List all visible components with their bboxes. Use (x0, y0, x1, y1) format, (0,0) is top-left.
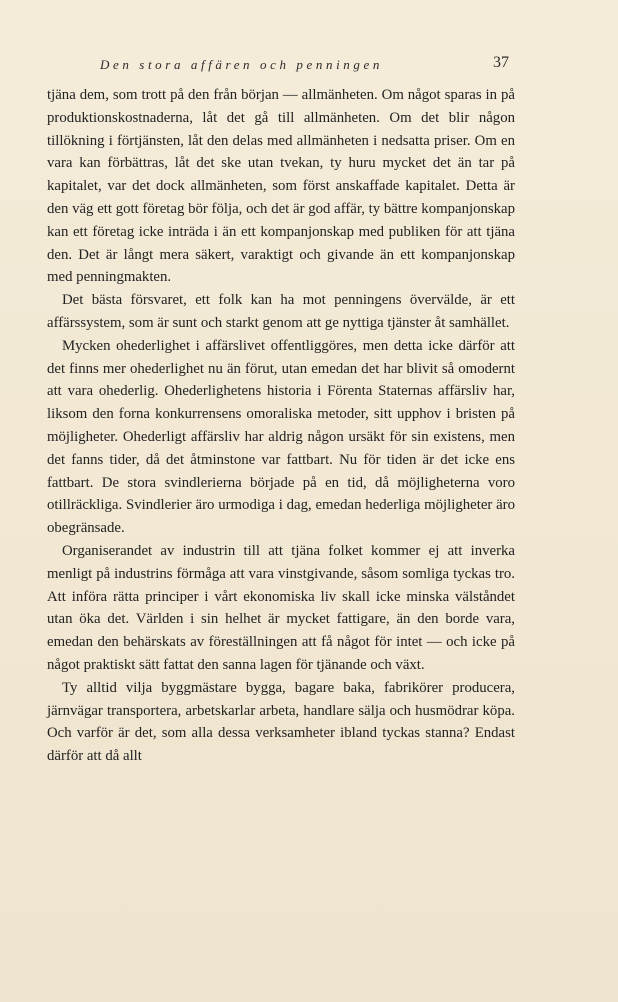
paragraph: Ty alltid vilja byggmästare bygga, bagare baka, fabrikörer producera, järnvägar transportera, arbetskarlar arbeta, handlare sälja och husmödrar köpa. Och varför är det, som alla dessa verksamheter ibland tyckas stanna? Endast därför att då allt (47, 679, 515, 765)
paragraph: tjäna dem, som trott på den från början — allmänheten. Om något sparas in på produktionskostnaderna, låt det gå till allmänheten. Om det blir någon tillökning i förtjänsten, låt den delas med allmänheten i nedsatta priser. Om en vara kan förbättras, låt det ske utan tvekan, ty huru mycket det än tar på kapitalet, var det dock allmänheten, som först anskaffade kapitalet. Detta är den väg ett gott företag bör följa, och det är god affär, ty bättre kompanjonskap kan ett företag icke inträda i än ett kompanjonskap med publiken för att tjäna den. Det är långt mera säkert, varaktigt och givande än ett kompanjonskap med penningmakten. (47, 87, 515, 286)
paragraph: Det bästa försvaret, ett folk kan ha mot penningens övervälde, är ett affärssystem, som är sunt och starkt genom att ge nyttiga tjänster åt samhället. (47, 292, 515, 331)
paragraph: Organiserandet av industrin till att tjäna folket kommer ej att inverka menligt på industrins förmåga att vara vinstgivande, såsom somliga tyckas tro. Att införa rätta principer i vårt ekonomiska liv skall icke minska välståndet utan öka det. Världen i sin helhet är mycket fattigare, än den borde vara, emedan den behärskats av föreställningen att få något för intet — och icke på något praktiskt sätt fattat den sanna lagen för tjänande och växt. (47, 542, 515, 673)
page-number: 37 (493, 54, 509, 71)
body-text (47, 84, 515, 768)
paragraph: Mycken ohederlighet i affärslivet offentliggöres, men detta icke därför att det finns mer ohederlighet nu än förut, utan emedan det har blivit så omodernt att vara ohederlig. Ohederlighetens historia i Förenta Staternas affärsliv har, liksom den forna konkurrensens omoraliska metoder, sitt upphov i bristen på möjligheter. Ohederligt affärsliv har aldrig någon ursäkt för sin existens, men det fanns tider, då det åtminstone var fattbart. Nu för tiden är det icke ens fattbart. De stora svindlerierna började på en tid, då möjligheterna voro otillräckliga. Svindlerier äro urmodiga i dag, emedan hederliga möjligheter äro obegränsade. (47, 337, 515, 537)
running-title: Den stora affären och penningen (100, 57, 383, 72)
